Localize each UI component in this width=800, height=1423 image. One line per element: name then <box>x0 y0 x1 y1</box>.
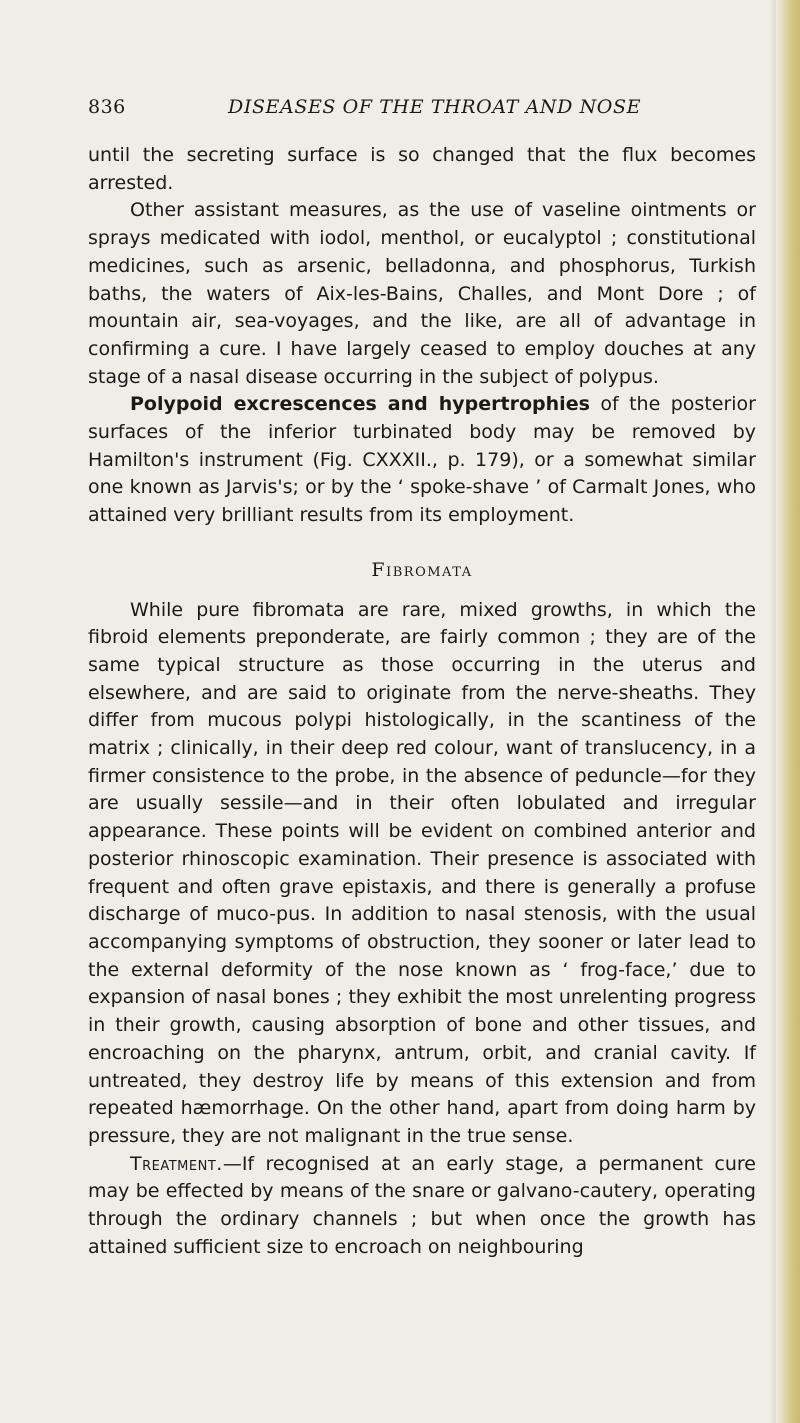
paragraph-polypoid-excrescences <box>88 391 756 530</box>
paragraph-treatment-text: —If recognised at an early stage, a permanent cure may be effected by means of the snare or galvano-cautery, operating through the ordinary channels ; but when once the growth has attained sufficient size to encroach on neighbouring <box>88 1152 756 1258</box>
treatment-lead: Treatment. <box>130 1152 223 1175</box>
page-number: 836 <box>88 96 126 118</box>
bold-lead-polypoid: Polypoid excrescences and hypertrophies <box>130 393 590 416</box>
section-heading-fibromata: Fibromata <box>371 558 473 581</box>
page-edge <box>776 0 800 1423</box>
running-title: DISEASES OF THE THROAT AND NOSE <box>228 96 642 118</box>
paragraph-fibromata: While pure fibromata are rare, mixed growths, in which the fibroid elements preponderate, are fairly common ; they are of the same typical structure as those occurring in the uterus and elsewhere, and are said to originate from the nerve-sheaths. They differ from mucous polypi histologically, in the scantiness of the matrix ; clinically, in their deep red colour, want of translucency, in a firmer consistence to the probe, in the absence of peduncle—for they are usually sessile—and in their often lobulated and irregular appearance. These points will be evident on combined anterior and posterior rhinoscopic examination. Their presence is associated with frequent and often grave epistaxis, and there is generally a profuse discharge of muco-pus. In addition to nasal stenosis, with the usual accompanying symptoms of obstruction, they sooner or later lead to the external deformity of the nose known as ‘ frog-face,’ due to expansion of nasal bones ; they exhibit the most unrelenting progress in their growth, causing absorption of bone and other tissues, and encroaching on the pharynx, antrum, orbit, and cranial cavity. If untreated, they destroy life by means of this extension and from repeated hæmorrhage. On the other hand, apart from doing harm by pressure, they are not malignant in the true sense. <box>88 598 756 1147</box>
paragraph-polypoid-text: of the posterior surfaces of the inferior turbinated body may be removed by Hamilton's instrument (Fig. CXXXII., p. 179), or a somewhat similar one known as Jarvis's; or by the ‘ spoke-shave ’ of Carmalt Jones, who attained very brilliant results from its employment. <box>88 393 756 527</box>
body-text <box>88 142 756 1261</box>
page-header <box>88 96 756 126</box>
paragraph-treatment <box>88 1151 756 1262</box>
paragraph-continuation: until the secreting surface is so changed that the flux becomes arrested. <box>88 144 756 194</box>
paragraph-assistant-measures: Other assistant measures, as the use of vaseline ointments or sprays medicated with iodol, menthol, or eucalyptol ; constitutional medicines, such as arsenic, belladonna, and phosphorus, Turkish baths, the waters of Aix-les-Bains, Challes, and Mont Dore ; of mountain air, sea-voyages, and the like, are all of advantage in confirming a cure. I have largely ceased to employ douches at any stage of a nasal disease occurring in the subject of polypus. <box>88 199 756 388</box>
